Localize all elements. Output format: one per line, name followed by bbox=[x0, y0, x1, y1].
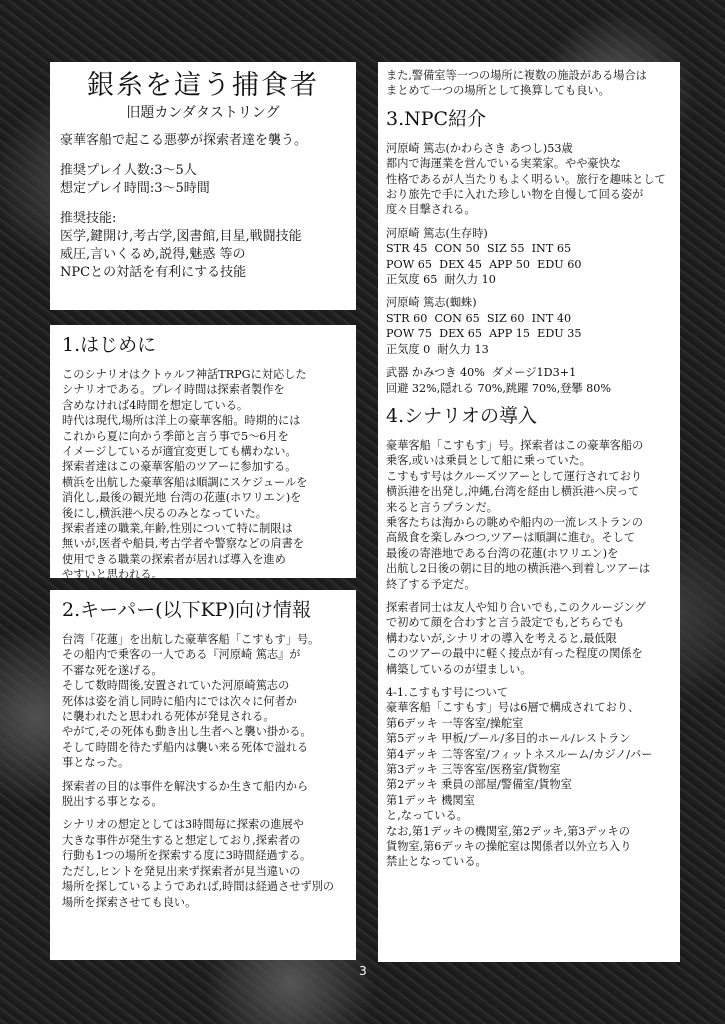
recommended-skills bbox=[60, 210, 346, 282]
scenario-intro-paragraph-1: 豪華客船「こすもす」号。探索者はこの豪華客船の 乗客,或いは乗員として船に乗っていた。 こすもす号はクルーズツアーとして運行されており 横浜港を出発し,沖縄,台湾を経由し横浜港へ戻って 来ると言うプランだ。 乗客たちは海からの眺めや船内の一流レストランの 高級食を楽しみつつ,ツアーは順調に進む。そして 最後の寄港地である台湾の花蓮(ホワリエン)を 出航し2日後の朝に目的地の横浜港へ到着しツアーは 終了する予定だ。 bbox=[386, 438, 651, 591]
npc-weapons: 武器 かみつき 40% ダメージ1D3+1 回避 32%,隠れる 70%,跳躍 70%,登攀 80% bbox=[386, 366, 612, 395]
introduction-heading: 1.はじめに bbox=[62, 334, 157, 356]
scenario-subtitle: 旧題カンダタストリング bbox=[126, 105, 280, 121]
play-info bbox=[60, 162, 346, 198]
ship-description: 4-1.こすもす号について 豪華客船「こすもす」号は6層で構成されており、 第6デッキ 一等客室/操舵室 第5デッキ 甲板/プール/多目的ホール/レストラン 第4デッキ 二等客室/フィットネスルーム/カジノ/バー 第3デッキ 三等客室/医務室/貨物室 第2デッキ 乗員の部屋/警備室/貨物室 第1デッキ 機関室 と,なっている。 なお,第1デッキの機関室,第2デッキ,第3デッキの 貨物室,第6デッキの操舵室は関係者以外立ち入り 禁止となっている。 bbox=[386, 686, 653, 869]
scenario-intro-paragraph-2: 探索者同士は友人や知り合いでも,このクルージング で初めて顔を合わすと言う設定でも,どちらでも 構わないが,シナリオの導入を考えると,最低限 このツアーの最中に軽く接点が有った程度の関係を 構築しているのが望ましい。 bbox=[386, 600, 646, 676]
npc-alive-stats: 河原崎 篤志(生存時) STR 45 CON 50 SIZ 55 INT 65 POW 65 DEX 45 APP 50 EDU 60 正気度 65 耐久力 10 bbox=[386, 226, 582, 287]
scenario-lead: 豪華客船で起こる悪夢が探索者達を襲う。 bbox=[60, 133, 308, 148]
introduction-text: このシナリオはクトゥルフ神話TRPGに対応した シナリオである。プレイ時間は探索者製作を 含めなければ4時間を想定している。 時代は現代,場所は洋上の豪華客船。時期的には これから夏に向かう季節と言う事で5〜6月を イメージしているが適宜変更しても構わない。 探索者達はこの豪華客船のツアーに参加する。 横浜を出航した豪華客船は順調にスケジュールを 消化し,最後の観光地 台湾の花蓮(ホワリエン)を 後にし,横浜港へ戻るのみとなっていた。 探索者達の職業,年齢,性別について特に制限は 無いが,医者や船員,考古学者や警察などの肩書を 使用できる職業の探索者が居れば導入を進め やすいと思われる。 bbox=[62, 368, 308, 582]
expected-time: 想定プレイ時間:3〜5時間 bbox=[60, 181, 210, 196]
keeper-info-paragraph-1: 台湾「花蓮」を出航した豪華客船「こすもす」号。 その船内で乗客の一人である『河原崎 篤志』が 不審な死を遂げる。 そして数時間後,安置されていた河原崎篤志の 死体は姿を消し同時に船内にでは次々に何者か に襲われたと思われる死体が発見される。 やがて,その死体も動き出し生者へと襲い掛かる。 そして時間を待たず船内は襲い来る死体で溢れる 事となった。 bbox=[62, 633, 320, 770]
keeper-info-heading: 2.キーパー(以下KP)向け情報 bbox=[62, 599, 311, 621]
keeper-info-paragraph-2: 探索者の目的は事件を解決するか生きて船内から 脱出する事となる。 bbox=[62, 779, 309, 809]
introduction-panel bbox=[50, 325, 356, 582]
npc-heading: 3.NPC紹介 bbox=[386, 107, 487, 130]
skills-label: 推奨技能: bbox=[60, 211, 117, 226]
right-column-panel bbox=[378, 62, 680, 962]
scenario-title: 銀糸を這う捕食者 bbox=[87, 70, 319, 101]
npc-spider-stats: 河原崎 篤志(蜘蛛) STR 60 CON 65 SIZ 60 INT 40 POW 75 DEX 65 APP 15 EDU 35 正気度 0 耐久力 13 bbox=[386, 296, 582, 356]
keeper-info-panel bbox=[50, 590, 356, 960]
keeper-info-paragraph-3: シナリオの想定としては3時間毎に探索の進展や 大きな事件が発生すると想定しており,探索者の 行動も1つの場所を探索する度に3時間経過する。 ただし,ヒントを発見出来ず探索者が見当違いの 場所を探しているようであれば,時間は経過させず別の 場所を探索させても良い。 bbox=[62, 818, 335, 909]
skills-line-1: 医学,鍵開け,考古学,図書館,目星,戦闘技能 bbox=[60, 229, 302, 244]
page-number: 3 bbox=[359, 964, 367, 978]
skills-line-2: 威圧,言いくるめ,説得,魅惑 等の bbox=[60, 247, 246, 262]
skills-line-3: NPCとの対話を有利にする技能 bbox=[60, 265, 247, 280]
title-panel bbox=[50, 62, 356, 310]
recommended-players: 推奨プレイ人数:3〜5人 bbox=[60, 163, 197, 178]
continued-text: また,警備室等一つの場所に複数の施設がある場合は まとめて一つの場所として換算しても良い。 bbox=[386, 69, 647, 98]
scenario-intro-heading: 4.シナリオの導入 bbox=[386, 404, 537, 427]
npc-description: 河原崎 篤志(かわらさき あつし)53歳 都内で海運業を営んでいる実業家。やや豪快な 性格であるが人当たりもよく明るい。旅行を趣味として おり旅先で手に入れた珍しい物を自慢して回る姿が 度々目撃される。 bbox=[386, 141, 666, 217]
